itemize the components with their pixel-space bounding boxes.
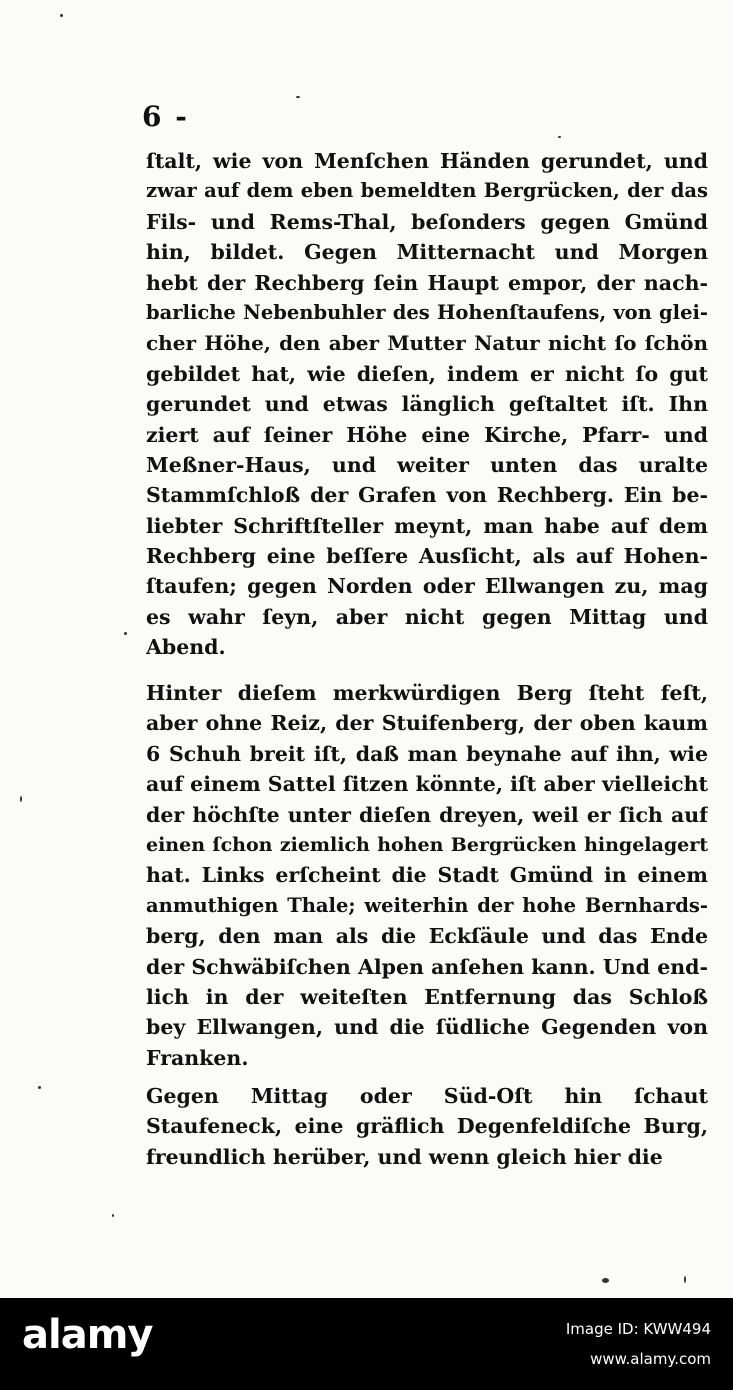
scan-speck	[38, 1086, 41, 1089]
image-id-label: Image ID: KWW494	[565, 1320, 711, 1338]
paragraph-1	[146, 146, 708, 663]
text-line: ſtalt, wie von Menſchen Händen gerundet, und	[146, 149, 708, 173]
scan-speck	[20, 796, 22, 802]
page-number: 6 -	[142, 100, 189, 133]
scan-speck	[124, 632, 127, 635]
paragraph-2	[146, 678, 708, 1073]
site-url: www.alamy.com	[590, 1350, 711, 1368]
scan-speck	[60, 14, 63, 17]
scan-speck	[602, 1278, 609, 1283]
text-line: berg, den man als die Eckſäule und das Ende	[146, 924, 708, 949]
text-line: Franken.	[146, 1045, 249, 1070]
text-line: Rechberg eine beſſere Ausſicht, als auf Hohen-	[146, 544, 708, 569]
text-line: barliche Nebenbuhler des Hohenſtaufens, von glei-	[146, 300, 708, 324]
text-line: cher Höhe, den aber Mutter Natur nicht ſo ſchön	[146, 331, 708, 356]
text-line: lich in der weiteſten Entfernung das Schloß	[146, 984, 708, 1009]
text-line: Gegen Mittag oder Süd-Oſt hin ſchaut	[146, 1084, 708, 1108]
text-line: gerundet und etwas länglich geſtaltet iſt. Ihn	[146, 392, 708, 417]
text-line: einen ſchon ziemlich hohen Bergrücken hingelagert	[146, 833, 708, 856]
text-line: anmuthigen Thale; weiterhin der hohe Bernhards-	[146, 893, 708, 917]
text-line: Abend.	[146, 635, 226, 660]
text-line: es wahr ſeyn, aber nicht gegen Mittag und	[146, 604, 708, 629]
text-line: hebt der Rechberg ſein Haupt empor, der nach-	[146, 270, 708, 295]
text-line: ziert auf ſeiner Höhe eine Kirche, Pfarr- und	[146, 422, 708, 447]
text-line: hat. Links erſcheint die Stadt Gmünd in einem	[146, 863, 708, 888]
text-line: Stammſchloß der Grafen von Rechberg. Ein be-	[146, 483, 708, 508]
text-line: Meßner-Haus, und weiter unten das uralte	[146, 452, 708, 477]
text-line: liebter Schriftſteller meynt, man habe auf dem	[146, 513, 708, 538]
text-line: gebildet hat, wie dieſen, indem er nicht ſo gut	[146, 361, 708, 386]
paragraph-3	[146, 1081, 708, 1172]
text-line: Fils- und Rems-Thal, beſonders gegen Gmünd	[146, 209, 708, 234]
text-line: bey Ellwangen, und die ſüdliche Gegenden von	[146, 1015, 708, 1040]
text-line: hin, bildet. Gegen Mitternacht und Morgen	[146, 240, 708, 265]
text-line: freundlich herüber, und wenn gleich hier die	[146, 1144, 663, 1169]
text-line: Staufeneck, eine gräflich Degenfeldiſche Burg,	[146, 1114, 708, 1139]
text-line: auf einem Sattel ſitzen könnte, iſt aber vielleicht	[146, 772, 708, 797]
text-line: aber ohne Reiz, der Stuifenberg, der oben kaum	[146, 711, 708, 736]
scan-speck	[112, 1214, 114, 1217]
text-line: Hinter dieſem merkwürdigen Berg ſteht feſt,	[146, 681, 708, 705]
text-line: ſtaufen; gegen Norden oder Ellwangen zu, mag	[146, 574, 708, 599]
scan-speck	[296, 96, 300, 98]
scan-speck	[558, 136, 561, 138]
text-line: zwar auf dem eben bemeldten Bergrücken, der das	[146, 179, 708, 203]
text-line: der höchſte unter dieſen dreyen, weil er ſich auf	[146, 802, 708, 827]
watermark-banner	[0, 1298, 733, 1390]
text-line: der Schwäbiſchen Alpen anſehen kann. Und end-	[146, 954, 708, 979]
alamy-logo: alamy	[22, 1312, 153, 1358]
text-line: 6 Schuh breit iſt, daß man beynahe auf ihn, wie	[146, 741, 708, 766]
scan-speck	[684, 1276, 686, 1283]
